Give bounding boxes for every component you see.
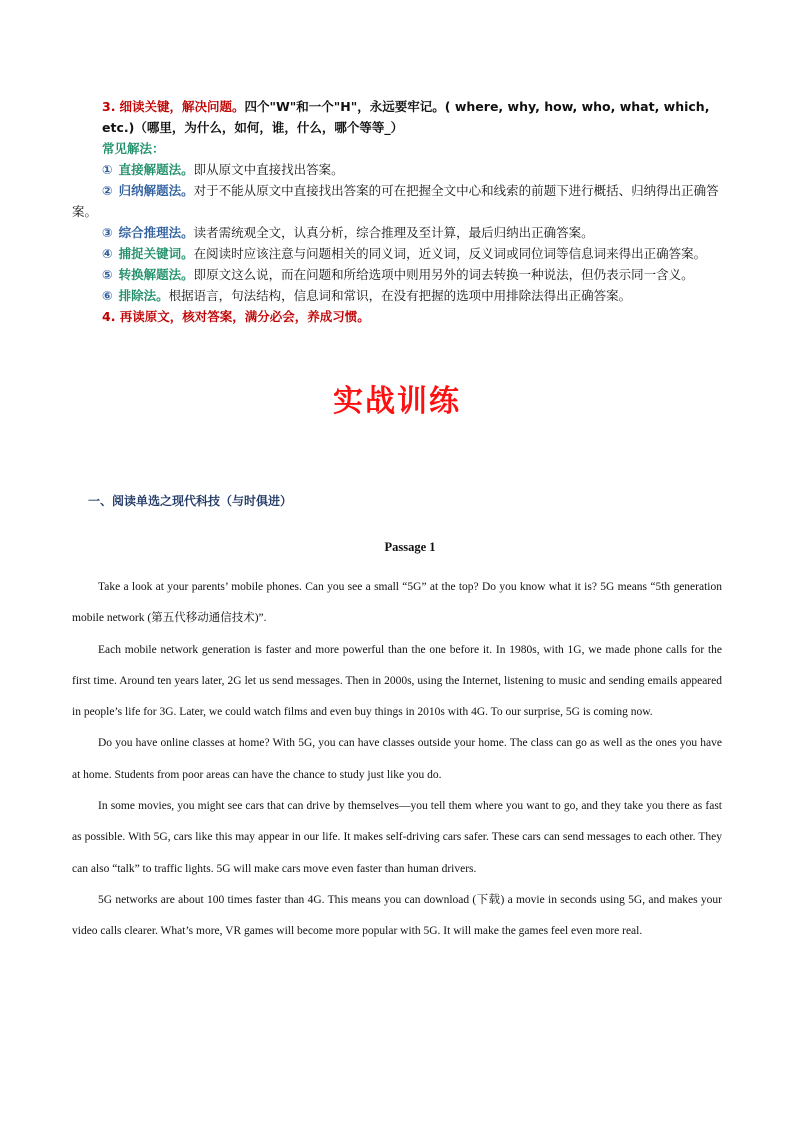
passage-title: Passage 1 xyxy=(384,540,436,554)
step-3 xyxy=(72,96,724,138)
reading-tips xyxy=(72,96,724,327)
step-3-number: 3. xyxy=(102,99,116,114)
method-item: ⑤ 转换解题法。即原文这么说，而在问题和所给选项中则用另外的词去转换一种说法，但仍表示同一含义。 xyxy=(102,267,694,282)
step-3-title: 细读关键， xyxy=(119,99,182,114)
paragraph: Each mobile network generation is faster and more powerful than the one before it. In 1980s, with 1G, we made phone calls for the first time. Around ten years later, 2G let us send messages. Then in 2000s, using the Internet, listening to music and sending emails appeared in people’s life for 3G. Later, we could watch films and even buy things in 2010s with 4G. To our surprise, 5G is coming now. xyxy=(72,643,722,719)
paragraph: 5G networks are about 100 times faster than 4G. This means you can download (下载) a movie in seconds using 5G, and makes your video calls clearer. What’s more, VR games will become more popular with 5G. It will make the games feel even more real. xyxy=(72,893,722,938)
method-item: ② 归纳解题法。对于不能从原文中直接找出答案的可在把握全文中心和线索的前题下进行概括、归纳得出正确答案。 xyxy=(72,183,719,219)
step-3-title-rest: 问题。 xyxy=(206,99,245,114)
paragraph: Do you have online classes at home? With 5G, you can have classes outside your home. The class can go as well as the ones you have at home. Students from poor areas can have the chance to study just like you do. xyxy=(72,737,722,781)
method-item: ① 直接解题法。即从原文中直接找出答案。 xyxy=(102,162,344,177)
step-3-desc: 四个"W"和一个"H"，永远要牢记。( where, why, how, who, what, which, etc.)（哪里，为什么，如何，谁，什么，哪个等等_） xyxy=(102,99,710,135)
paragraph: In some movies, you might see cars that can drive by themselves—you tell them where you want to go, and they take you there as fast as possible. With 5G, cars like this may appear in our life. It makes self-driving cars safer. These cars can send messages to each other. They can also “talk” to traffic lights. 5G will make cars move even faster than human drivers. xyxy=(72,800,722,875)
step-4: 4. 再读原文，核对答案，满分必会，养成习惯。 xyxy=(102,309,370,324)
passage-body xyxy=(72,572,722,948)
practice-title: 实战训练 xyxy=(333,384,461,419)
method-item: ⑥ 排除法。根据语言，句法结构，信息词和常识，在没有把握的选项中用排除法得出正确答案。 xyxy=(102,288,632,303)
paragraph: Take a look at your parents’ mobile phones. Can you see a small “5G” at the top? Do you know what it is? 5G means “5th generation mobile network (第五代移动通信技术)”. xyxy=(72,581,722,625)
section-heading: 一、阅读单选之现代科技（与时俱进） xyxy=(88,494,293,508)
step-3-title-red: 解决 xyxy=(181,99,207,114)
methods-label: 常见解法： xyxy=(102,141,165,156)
method-item: ③ 综合推理法。读者需统观全文，认真分析，综合推理及至计算，最后归纳出正确答案。 xyxy=(102,225,594,240)
method-item: ④ 捕捉关键词。在阅读时应该注意与问题相关的同义词，近义词，反义词或同位词等信息词来得出正确答案。 xyxy=(102,246,707,261)
